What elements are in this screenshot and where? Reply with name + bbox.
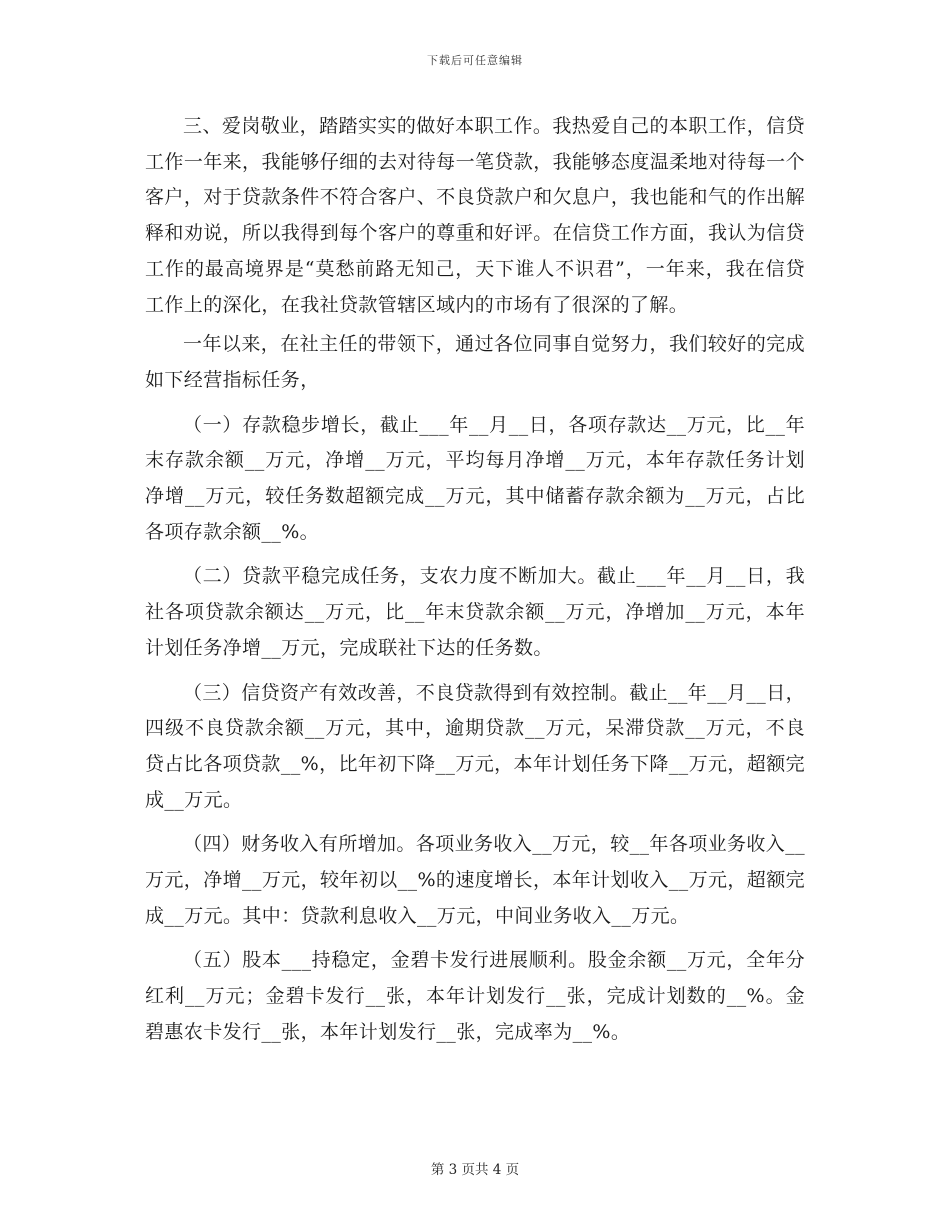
page-header: 下载后可任意编辑 <box>427 54 523 67</box>
paragraph-credit-assets: （三）信贷资产有效改善，不良贷款得到有效控制。截止__年__月__日，四级不良贷款余额__万元，其中，逾期贷款__万元，呆滞贷款__万元，不良贷占比各项贷款__%，比年初下降__万元，本年计划任务下降__万元，超额完成__万元。 <box>145 681 806 811</box>
paragraph-loans: （二）贷款平稳完成任务，支农力度不断加大。截止___年__月__日，我社各项贷款余额达__万元，比__年末贷款余额__万元，净增加__万元，本年计划任务净增__万元，完成联社下达的任务数。 <box>145 565 805 659</box>
paragraph-dedication: 三、爱岗敬业，踏踏实实的做好本职工作。我热爱自己的本职工作，信贷工作一年来，我能够仔细的去对待每一笔贷款，我能够态度温柔地对待每一个客户，对于贷款条件不符合客户、不良贷款户和欠息户，我也能和气的作出解释和劝说，所以我得到每个客户的尊重和好评。在信贷工作方面，我认为信贷工作的最高境界是“莫愁前路无知己，天下谁人不识君”，一年来，我在信贷工作上的深化，在我社贷款管辖区域内的市场有了很深的了解。 <box>145 115 805 316</box>
paragraph-intro: 一年以来，在社主任的带领下，通过各位同事自觉努力，我们较好的完成如下经营指标任务， <box>145 333 805 391</box>
paragraph-equity-cards: （五）股本___持稳定，金碧卡发行进展顺利。股金余额__万元，全年分红利__万元；金碧卡发行__张，本年计划发行__张，完成计划数的__%。金碧惠农卡发行__张，本年计划发行__张，完成率为__%。 <box>145 949 805 1043</box>
paragraph-financial-income: （四）财务收入有所增加。各项业务收入__万元，较__年各项业务收入__万元，净增__万元，较年初以__%的速度增长，本年计划收入__万元，超额完成__万元。其中：贷款利息收入__万元，中间业务收入__万元。 <box>145 833 806 927</box>
document-body <box>145 109 805 1051</box>
paragraph-deposits: （一）存款稳步增长，截止___年__月__日，各项存款达__万元，比__年末存款余额__万元，净增__万元，平均每月净增__万元，本年存款任务计划净增__万元，较任务数超额完成__万元，其中储蓄存款余额为__万元，占比各项存款余额__%。 <box>145 413 805 543</box>
page-footer: 第 3 页共 4 页 <box>430 1162 520 1178</box>
